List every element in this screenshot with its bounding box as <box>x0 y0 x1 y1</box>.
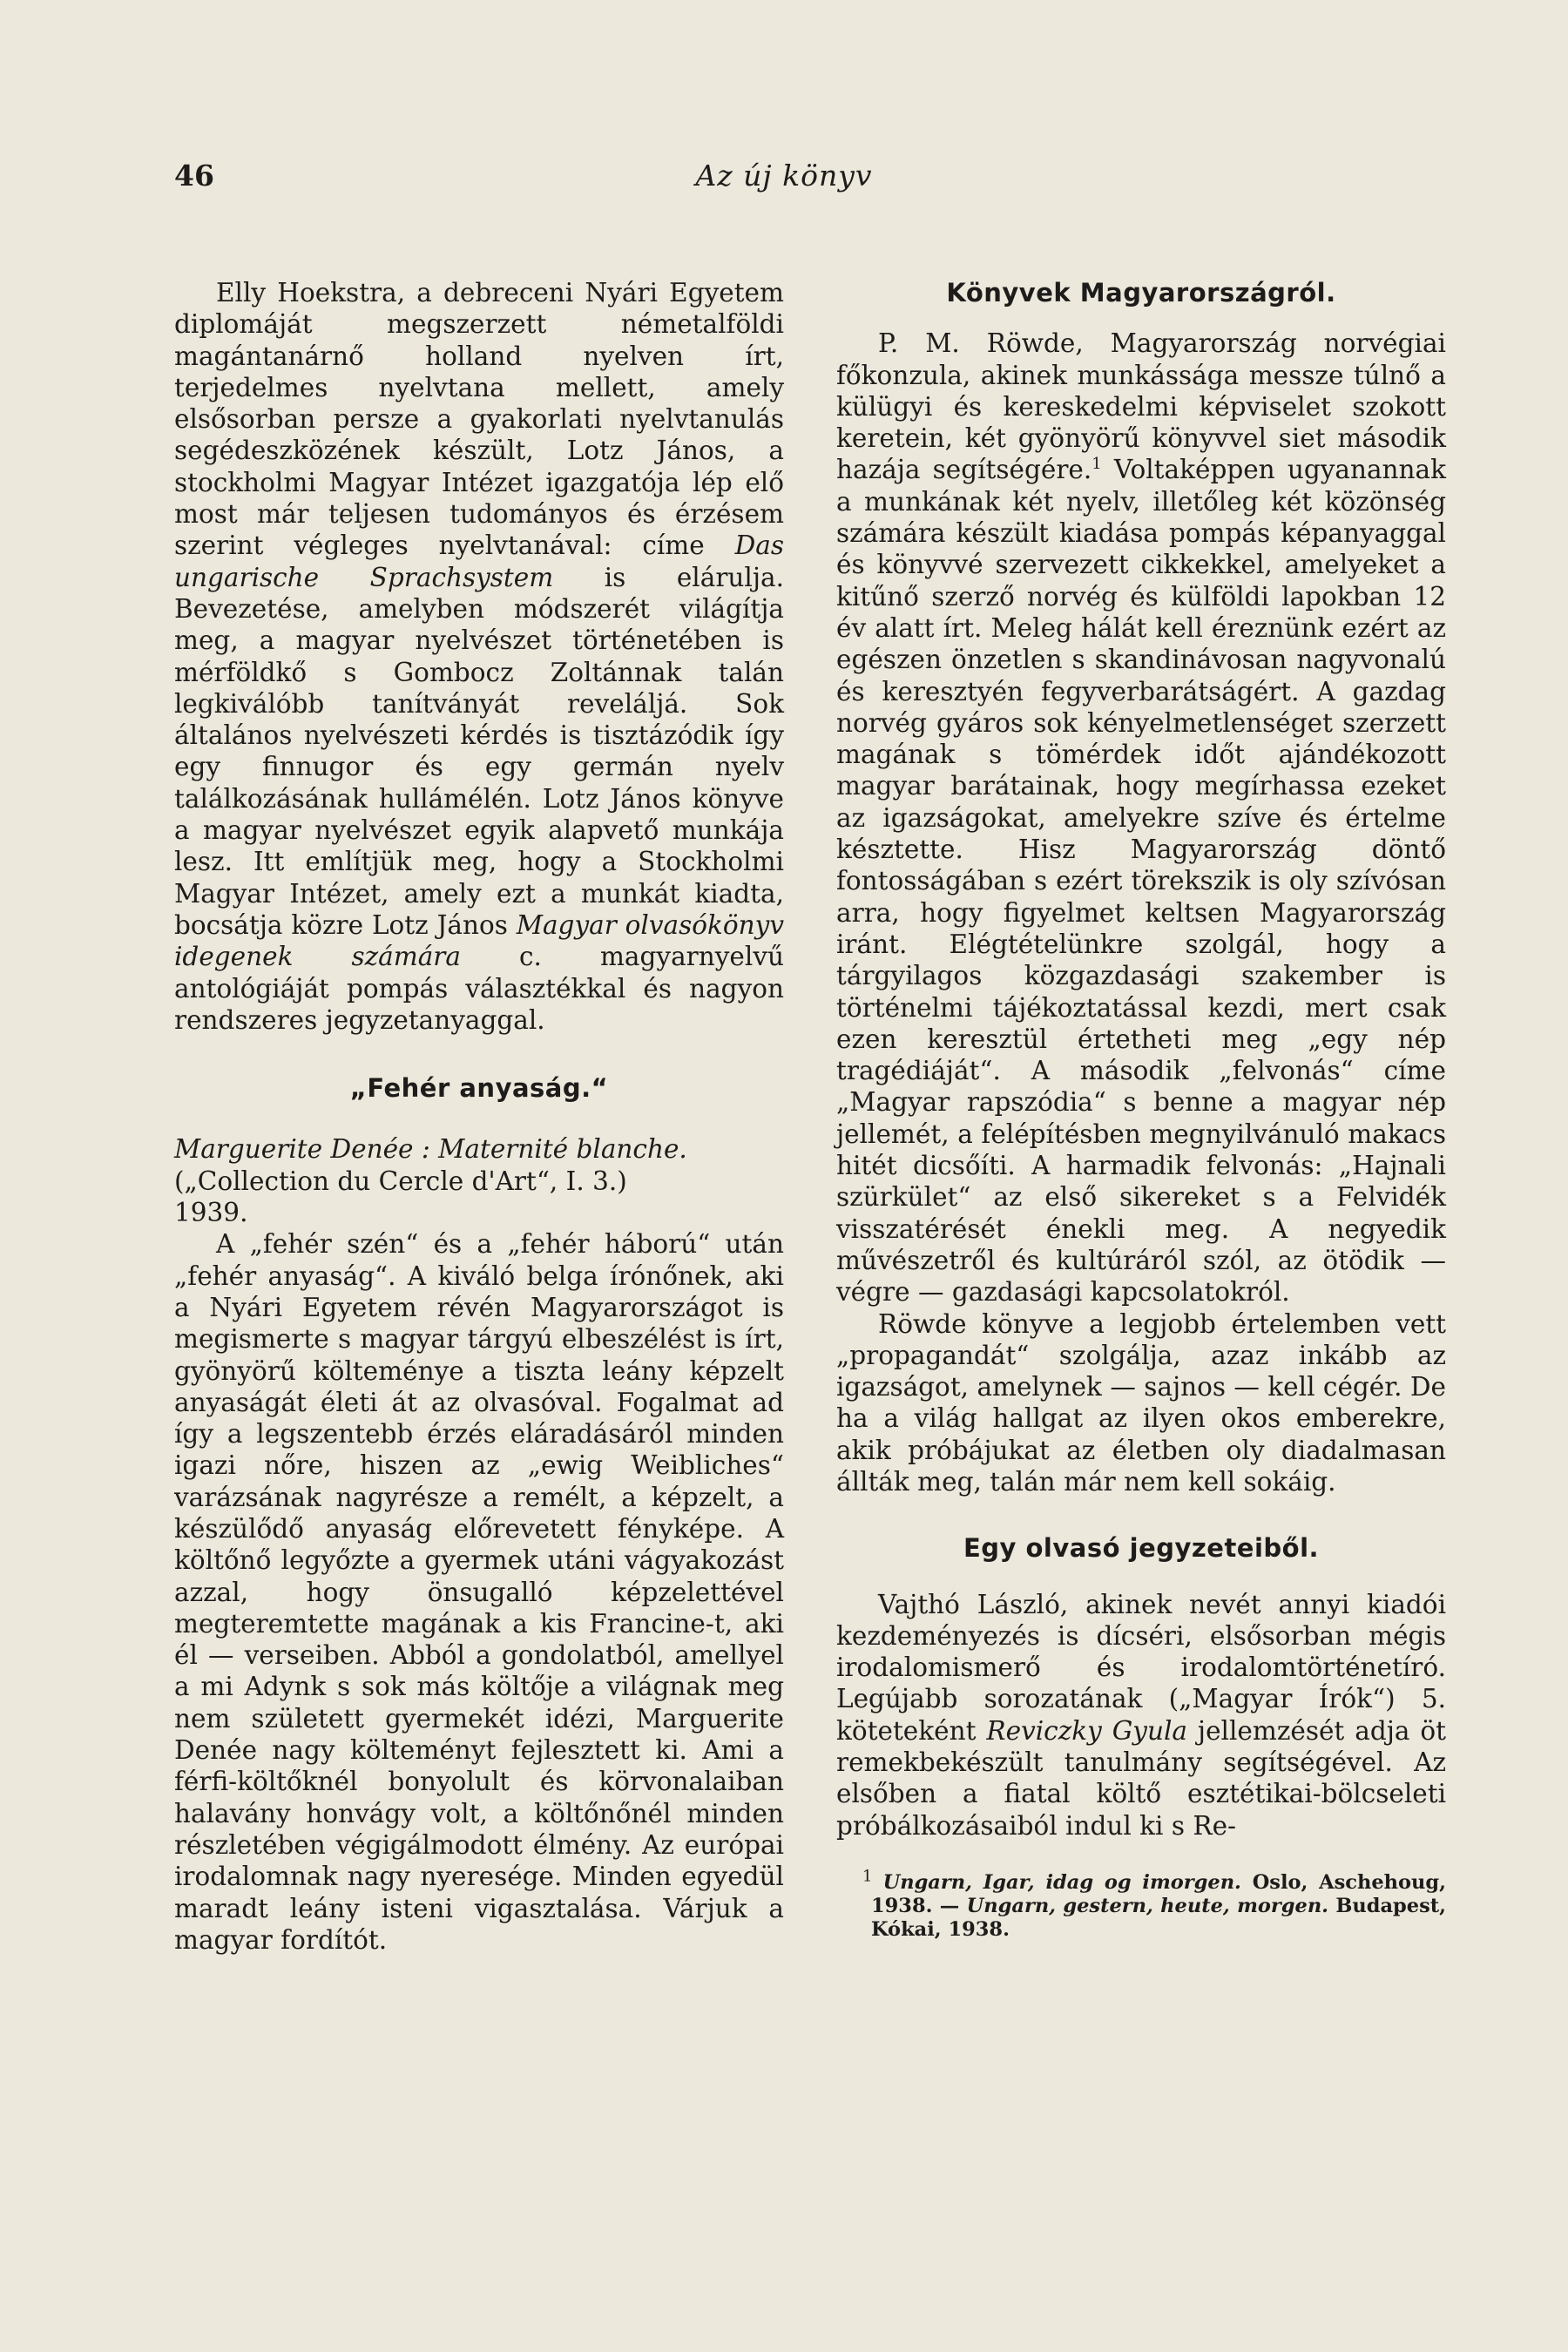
section-heading-konyvek: Könyvek Magyarországról. <box>946 278 1336 308</box>
book-reference <box>174 1133 784 1228</box>
footnote-marker: 1 <box>1092 455 1102 474</box>
right-column <box>836 277 1446 1942</box>
paragraph-lotz: Elly Hoekstra, a debreceni Nyári Egyetem diplomáját megszerzett németalföldi magántanárnő holland nyelven írt, terjedelmes nyelvtana mellett, amely elsősorban persze a gyakorlati nyelvtanulás segédeszközének készült, Lotz János, a stockholmi Magyar Intézet igazgatója lép elő most már teljesen tudományos és érzésem szerint végleges nyelvtanával: címe Das ungarische Sprachsystem is elárulja. Bevezetése, amelyben módszerét világítja meg, a magyar nyelvészet történetében is mérföldkő s Gombocz Zoltánnak talán legkiválóbb tanítványát reveláljá. Sok általános nyelvészeti kérdés is tisztázódik így egy finnugor és egy germán nyelv találkozásának hullámélén. Lotz János könyve a magyar nyelvészet egyik alapvető munkája lesz. Itt említjük meg, hogy a Stockholmi Magyar Intézet, amely ezt a munkát kiadta, bocsátja közre Lotz János Magyar olvasókönyv idegenek számára c. magyarnyelvű antológiáját pompás választékkal és nagyon rendszeres jegyzetanyaggal. <box>174 278 784 1035</box>
reference-author-title: Marguerite Denée : Maternité blanche. <box>174 1134 687 1165</box>
page-header <box>174 159 1394 202</box>
left-column <box>174 277 784 1956</box>
reference-series: („Collection du Cercle d'Art“, I. 3.) <box>174 1166 627 1196</box>
running-title: Az új könyv <box>695 159 873 193</box>
paragraph-rowde: P. M. Röwde, Magyarország norvégiai főkonzula, akinek munkássága messze túlnő a külügyi és kereskedelmi képviselet szokott keretein, két gyönyörű könyvvel siet második hazája segítségére.$^1$ Voltaképpen ugyanannak a munkának két nyelv, illetőleg két közönség számára készült kiadása pompás képanyaggal és könyvvé szervezett cikkekkel, amelyeket a kitűnő szerző norvég és külföldi lapokban 12 év alatt írt. Meleg hálát kell éreznünk ezért az egészen önzetlen s skandinávosan nagyvonalú és keresztyén fegyverbarátságért. A gazdag norvég gyáros sok kényelmetlenséget szerzett magának s tömérdek időt ajándékozott magyar barátainak, hogy megírhassa ezeket az igazságokat, amelyekre szíve és értelme késztette. Hisz Magyarország döntő fontosságában s ezért törekszik is oly szívósan arra, hogy figyelmet keltsen Magyarország iránt. Elégtételünkre szolgál, hogy a tárgyilagos közgazdasági szakember is történelmi tájékoztatással kezdi, mert csak ezen keresztül értetheti meg „egy nép tragédiáját“. A második „felvonás“ címe „Magyar rapszódia“ s benne a magyar nép jellemét, a felépítésben megnyilvánuló makacs hitét dicsőíti. A harmadik felvonás: „Hajnali szürkület“ az első sikereket s a Felvidék visszatérését énekli meg. A negyedik művészetről és kultúráról szól, az ötödik — végre — gazdasági kapcsolatokról. <box>836 328 1447 1308</box>
section-heading-jegyzetek: Egy olvasó jegyzeteiből. <box>963 1533 1320 1564</box>
reference-year: 1939. <box>174 1198 248 1228</box>
footnote: $^1$ Ungarn, Igar, idag og imorgen. Oslo, Aschehoug, 1938. — Ungarn, gestern, heute, morgen. Budapest, Kókai, 1938. <box>862 1867 1446 1941</box>
paragraph-rowde-2: Röwde könyve a legjobb értelemben vett „propagandát“ szolgálja, azaz inkább az igazságot, amelynek — sajnos — kell cégér. De ha a világ hallgat az ilyen okos emberekre, akik próbájukat az életben oly diadalmasan állták meg, talán már nem kell sokáig. <box>836 1308 1446 1497</box>
author-name: Reviczky Gyula <box>986 1715 1187 1746</box>
paragraph-denee: A „fehér szén“ és a „fehér háború“ után „fehér anyaság“. A kiváló belga írónőnek, aki a Nyári Egyetem révén Magyarországot is megismerte s magyar tárgyú elbeszélést is írt, gyönyörű költeménye a tiszta leány képzelt anyaságát életi át az olvasóval. Fogalmat ad így a legszentebb érzés eláradásáról minden igazi nőre, hiszen az „ewig Weibliches“ varázsának nagyrésze a remélt, a képzelt, a készülődő anyaság előrevetett fényképe. A költőnő legyőzte a gyermek utáni vágyakozást azzal, hogy önsugalló képzelettével megteremtette magának a kis Francine-t, aki él — verseiben. Abból a gondolatból, amellyel a mi Adynk s sok más költője a világnak meg nem született gyermekét idézi, Marguerite Denée nagy költeményt fejlesztett ki. Ami a férfi-költőknél bonyolult és körvonalaiban halavány honvágy volt, a költőnőnél minden részletében végigálmodott élmény. Az európai irodalomnak nagy nyeresége. Minden egyedül maradt leány isteni vigasztalása. Várjuk a magyar fordítót. <box>174 1229 784 1955</box>
book-title: Das ungarische Sprachsystem <box>174 531 784 592</box>
book-title: Magyar olvasókönyv idegenek számára <box>174 909 784 972</box>
paragraph-vajtho: Vajthó László, akinek nevét annyi kiadói kezdeményezés is dícséri, elsősorban mégis irodalomismerő és irodalomtörténetíró. Legújabb sorozatának („Magyar Írók“) 5. köteteként Reviczky Gyula jellemzését adja öt remekbekészült tanulmány segítségével. Az elsőben a fiatal költő esztétikai-bölcseleti próbálkozásaiból indul ki s Re- <box>836 1589 1447 1841</box>
page-number: 46 <box>174 159 214 193</box>
section-heading-feher-anyasag: „Fehér anyaság.“ <box>349 1073 609 1104</box>
